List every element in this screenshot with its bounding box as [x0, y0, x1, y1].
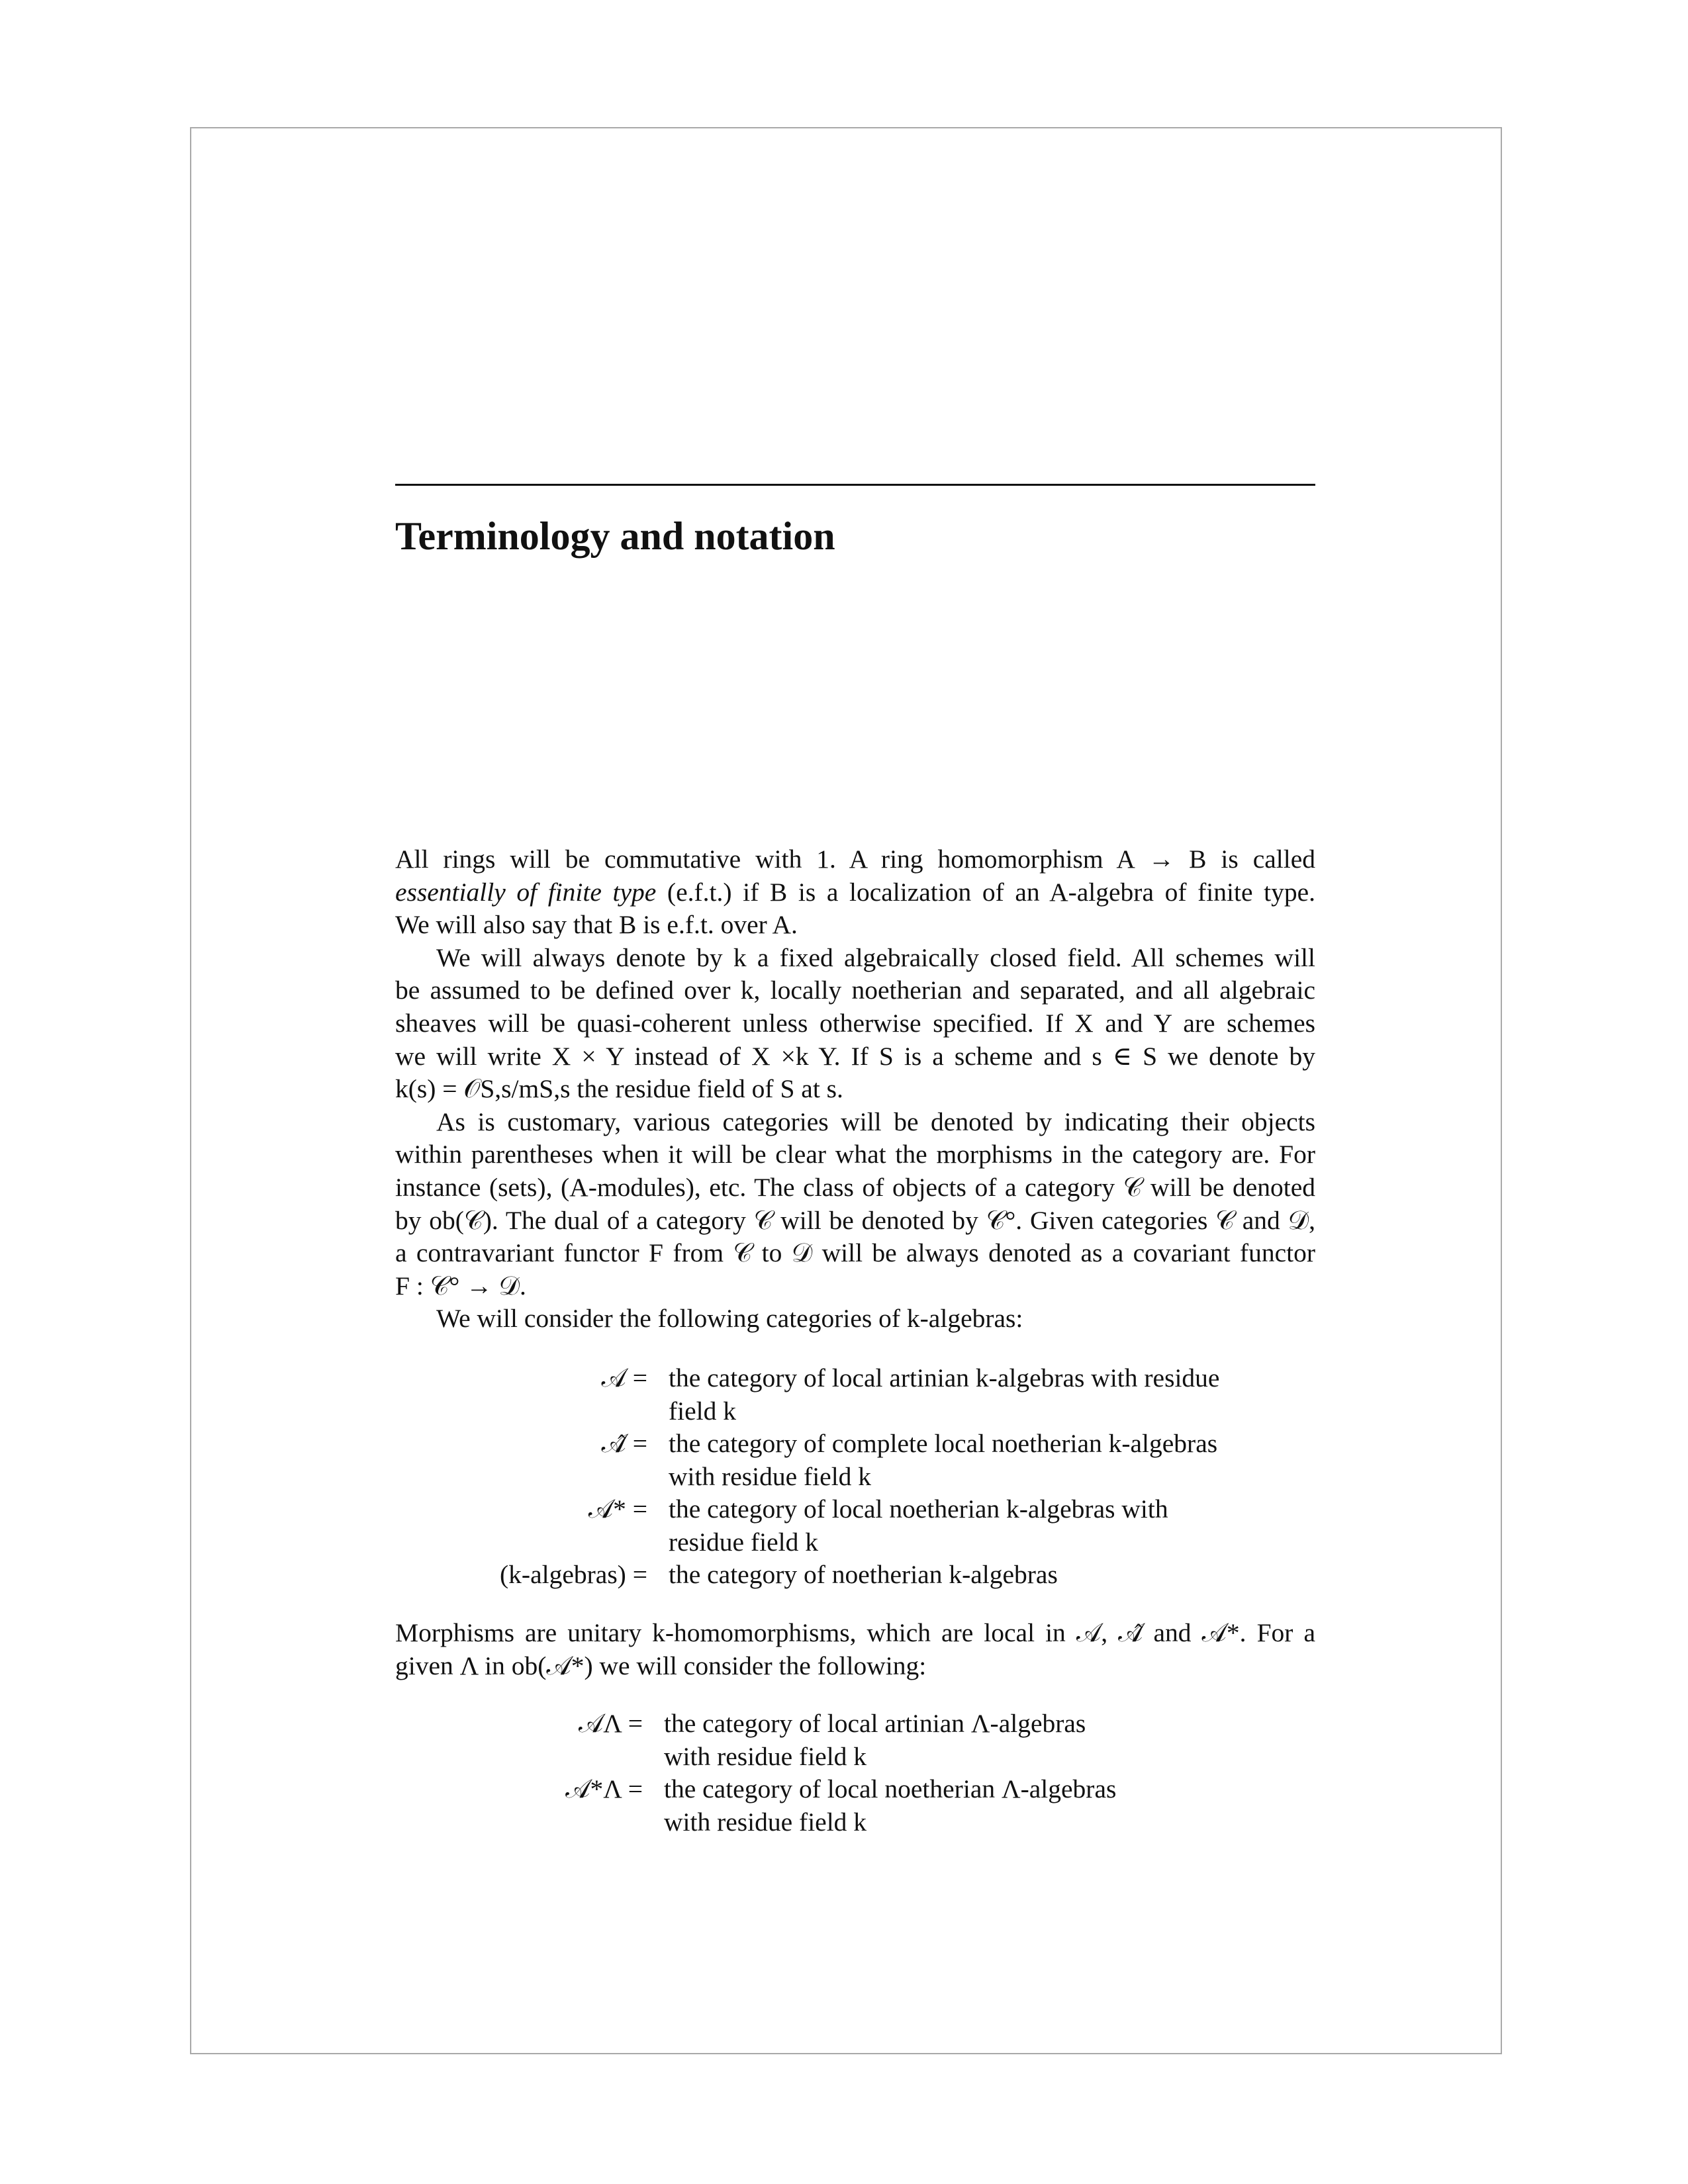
definition-rhs-line: the category of local artinian Λ-algebras: [664, 1709, 1086, 1739]
definition-rhs: [654, 1428, 1315, 1493]
paragraph-3-line-3: instance (sets), (A-modules), etc. The class of objects of a category 𝒞 will be denoted: [395, 1172, 1315, 1202]
paragraph-1-line-2: [395, 876, 1315, 909]
definition-rhs: [654, 1362, 1315, 1428]
definition-rhs-continuation: residue field k: [669, 1527, 818, 1557]
paragraph-3-line-4: by ob(𝒞). The dual of a category 𝒞 will be denoted by 𝒞°. Given categories 𝒞 and 𝒟,: [395, 1205, 1315, 1235]
definition-lhs: 𝒜Λ =: [578, 1709, 643, 1739]
definition-rhs: [654, 1493, 1315, 1559]
main-text: [395, 843, 1315, 1839]
definition-rhs-line: the category of local artinian k-algebras with residue: [669, 1363, 1220, 1392]
paragraph-3-line-6: F : 𝒞° → 𝒟.: [395, 1271, 526, 1300]
paragraph-1-line-1: All rings will be commutative with 1. A ring homomorphism A → B is called: [395, 844, 1315, 874]
definition-rhs-continuation: with residue field k: [664, 1741, 867, 1771]
definition-rhs-continuation: with residue field k: [669, 1461, 872, 1491]
paragraph-2-line-3: sheaves will be quasi-coherent unless otherwise specified. If X and Y are schemes: [395, 1008, 1315, 1038]
paragraph-2-line-5: k(s) = 𝒪S,s/mS,s the residue field of S at s.: [395, 1074, 843, 1104]
definition-rhs: [654, 1559, 1315, 1592]
chapter-rule: [395, 484, 1315, 486]
definition-lhs: 𝒜 =: [601, 1363, 647, 1392]
chapter-title: Terminology and notation: [395, 514, 835, 558]
paragraph-3-line-1: As is customary, various categories will be denoted by indicating their objects: [436, 1107, 1315, 1136]
definition-rhs-continuation: with residue field k: [664, 1807, 867, 1837]
lambda-category-definitions: [395, 1707, 1315, 1839]
paragraph-3-line-2: within parentheses when it will be clear what the morphisms in the category are. For: [395, 1140, 1315, 1169]
paragraph-1-line-2-rest: (e.f.t.) if B is a localization of an A-algebra of finite type.: [667, 877, 1316, 907]
definition-rhs: [649, 1707, 1315, 1773]
definition-rhs-line: the category of complete local noetherian k-algebras: [669, 1429, 1218, 1459]
paragraph-2-line-1: We will always denote by k a fixed algebraically closed field. All schemes will: [436, 942, 1315, 972]
paragraph-4: We will consider the following categories of k-algebras:: [436, 1304, 1023, 1334]
definition-lhs: 𝒜* =: [588, 1494, 647, 1524]
definition-rhs-line: the category of local noetherian Λ-algebras: [664, 1774, 1117, 1804]
definition-lhs: 𝒜̂ =: [601, 1429, 647, 1459]
category-definitions: [395, 1362, 1315, 1592]
paragraph-2-line-4: we will write X × Y instead of X ×k Y. If S is a scheme and s ∈ S we denote by: [395, 1041, 1315, 1071]
paragraph-3-line-5: a contravariant functor F from 𝒞 to 𝒟 will be always denoted as a covariant functor: [395, 1238, 1315, 1268]
paragraph-5-line-1: Morphisms are unitary k-homomorphisms, which are local in 𝒜, 𝒜̂ and 𝒜*. For a: [395, 1618, 1315, 1648]
paragraph-5-line-2: given Λ in ob(𝒜*) we will consider the following:: [395, 1651, 927, 1680]
emphasis-eft: essentially of finite type: [395, 877, 657, 907]
definition-rhs-continuation: field k: [669, 1396, 737, 1426]
definition-lhs: (k-algebras) =: [500, 1560, 647, 1590]
definition-rhs-line: the category of local noetherian k-algebras with: [669, 1494, 1168, 1524]
definition-rhs-line: the category of noetherian k-algebras: [669, 1560, 1058, 1590]
paragraph-2-line-2: be assumed to be defined over k, locally noetherian and separated, and all algebraic: [395, 976, 1315, 1005]
definition-rhs: [649, 1773, 1315, 1839]
definition-lhs: 𝒜*Λ =: [565, 1774, 643, 1804]
paragraph-1-line-3: We will also say that B is e.f.t. over A.: [395, 910, 798, 940]
